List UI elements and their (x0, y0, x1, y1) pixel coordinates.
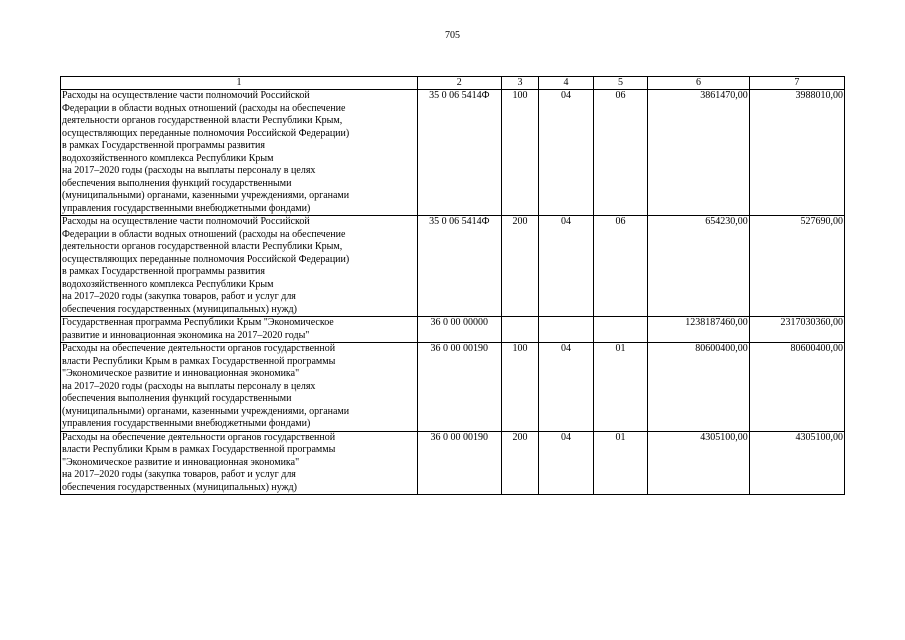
row-amount-col6: 4305100,00 (648, 431, 750, 495)
row-subsection: 06 (593, 90, 647, 216)
row-target-code: 35 0 06 5414Ф (417, 216, 501, 317)
row-description: Расходы на осуществление части полномочий Российской Федерации в области водных отношений (расходы на обеспечение деятельности органов государственной власти Республики Крым, осуществляющих переданные полномочия Российской Федерации) в рамках Государственной программы развития водохозяйственного комплекса Республики Крым на 2017–2020 годы (расходы на выплаты персоналу в целях обеспечения выполнения функций государственными (муниципальными) органами, казенными учреждениями, органами управления государственными внебюджетными фондами) (61, 90, 418, 216)
row-subsection: 06 (593, 216, 647, 317)
row-amount-col7: 80600400,00 (749, 343, 844, 432)
row-subsection: 01 (593, 431, 647, 495)
table-row (61, 216, 845, 317)
row-expense-type: 200 (501, 431, 539, 495)
row-amount-col6: 3861470,00 (648, 90, 750, 216)
budget-table (60, 76, 845, 495)
row-subsection (593, 317, 647, 343)
row-section: 04 (539, 90, 593, 216)
row-expense-type: 100 (501, 90, 539, 216)
row-amount-col6: 654230,00 (648, 216, 750, 317)
row-amount-col7: 2317030360,00 (749, 317, 844, 343)
row-target-code: 35 0 06 5414Ф (417, 90, 501, 216)
table-row (61, 431, 845, 495)
table-header-row (61, 77, 845, 90)
table-row (61, 317, 845, 343)
row-section (539, 317, 593, 343)
header-col-7: 7 (749, 77, 844, 90)
row-subsection: 01 (593, 343, 647, 432)
row-amount-col6: 80600400,00 (648, 343, 750, 432)
header-col-4: 4 (539, 77, 593, 90)
row-target-code: 36 0 00 00190 (417, 431, 501, 495)
row-target-code: 36 0 00 00000 (417, 317, 501, 343)
header-col-3: 3 (501, 77, 539, 90)
table-row (61, 90, 845, 216)
row-target-code: 36 0 00 00190 (417, 343, 501, 432)
row-description: Расходы на обеспечение деятельности органов государственной власти Республики Крым в рамках Государственной программы "Экономическое развитие и инновационная экономика" на 2017–2020 годы (закупка товаров, работ и услуг для обеспечения государственных (муниципальных) нужд) (61, 431, 418, 495)
row-section: 04 (539, 216, 593, 317)
header-col-5: 5 (593, 77, 647, 90)
row-amount-col7: 3988010,00 (749, 90, 844, 216)
header-col-6: 6 (648, 77, 750, 90)
row-amount-col6: 1238187460,00 (648, 317, 750, 343)
row-expense-type: 100 (501, 343, 539, 432)
table-row (61, 343, 845, 432)
row-description: Государственная программа Республики Крым "Экономическое развитие и инновационная экономика на 2017–2020 годы" (61, 317, 418, 343)
row-expense-type: 200 (501, 216, 539, 317)
row-amount-col7: 527690,00 (749, 216, 844, 317)
row-section: 04 (539, 431, 593, 495)
page-number: 705 (445, 30, 460, 41)
header-col-1: 1 (61, 77, 418, 90)
row-amount-col7: 4305100,00 (749, 431, 844, 495)
row-description: Расходы на осуществление части полномочий Российской Федерации в области водных отношений (расходы на обеспечение деятельности органов государственной власти Республики Крым, осуществляющих переданные полномочия Российской Федерации) в рамках Государственной программы развития водохозяйственного комплекса Республики Крым на 2017–2020 годы (закупка товаров, работ и услуг для обеспечения государственных (муниципальных) нужд) (61, 216, 418, 317)
row-expense-type (501, 317, 539, 343)
row-description: Расходы на обеспечение деятельности органов государственной власти Республики Крым в рамках Государственной программы "Экономическое развитие и инновационная экономика" на 2017–2020 годы (расходы на выплаты персоналу в целях обеспечения выполнения функций государственными (муниципальными) органами, казенными учреждениями, органами управления государственными внебюджетными фондами) (61, 343, 418, 432)
header-col-2: 2 (417, 77, 501, 90)
row-section: 04 (539, 343, 593, 432)
